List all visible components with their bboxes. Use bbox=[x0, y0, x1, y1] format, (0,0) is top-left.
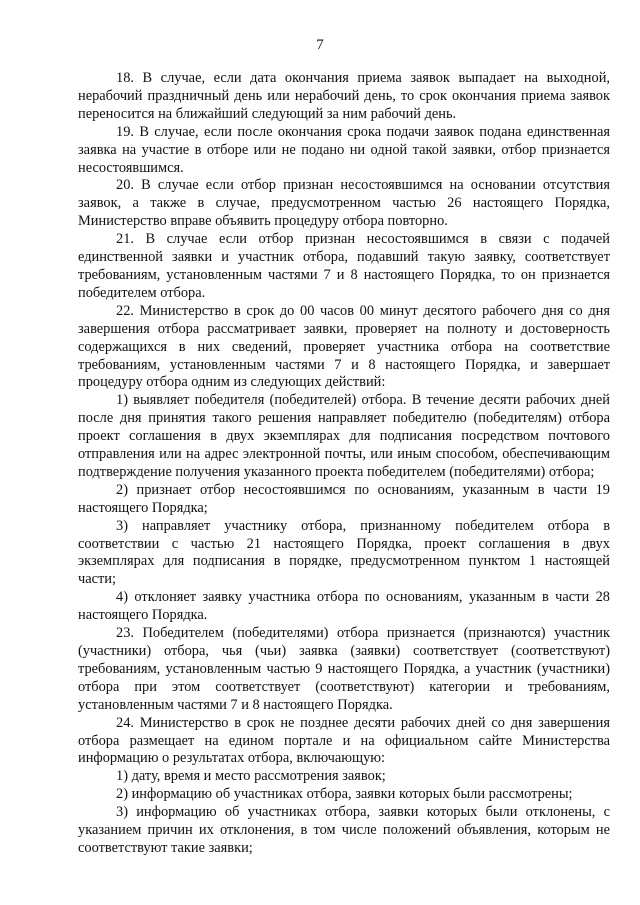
paragraph-22-item-3: 3) направляет участнику отбора, признанному победителем отбора в соответствии с частью 21 настоящего Порядка, проект соглашения в двух экземплярах для подписания в порядке, предусмотренном пунктом 1 настоящей части; bbox=[78, 517, 610, 588]
page-number: 7 bbox=[316, 37, 324, 53]
paragraph-20: 20. В случае если отбор признан несостоявшимся на основании отсутствия заявок, а также в случае, предусмотренном частью 26 настоящего Порядка, Министерство вправе объявить процедуру отбора повторно. bbox=[78, 177, 610, 230]
paragraph-24-item-3: 3) информацию об участниках отбора, заявки которых были отклонены, с указанием причин их отклонения, в том числе положений объявления, которым не соответствуют такие заявки; bbox=[78, 804, 610, 856]
paragraph-23: 23. Победителем (победителями) отбора признается (признаются) участник (участники) отбора, чья (чьи) заявка (заявки) соответствует (соответствуют) требованиям, установленным частью 9 настоящего Порядка, а участник (участники) отбора при этом соответствует (соответствуют) категории и требованиям, установленным частями 7 и 8 настоящего Порядка. bbox=[78, 625, 610, 713]
paragraph-21: 21. В случае если отбор признан несостоявшимся в связи с подачей единственной заявки и участник отбора, подавший такую заявку, соответствует требованиям, установленным частями 7 и 8 настоящего Порядка, то он признается победителем отбора. bbox=[78, 231, 610, 301]
paragraph-22-item-1: 1) выявляет победителя (победителей) отбора. В течение десяти рабочих дней после дня принятия такого решения направляет победителю (победителям) отбора проект соглашения в двух экземплярах для подписания посредством почтового отправления или на адрес электронной почты, или иным способом, обеспечивающим подтверждение получения указанного проекта победителем (победителями) отбора; bbox=[78, 392, 610, 480]
paragraph-22: 22. Министерство в срок до 00 часов 00 минут десятого рабочего дня со дня завершения отбора рассматривает заявки, проверяет на полноту и достоверность содержащихся в них сведений, проверяет участника отбора на соответствие требованиям, установленным частями 7 и 8 настоящего Порядка, и завершает процедуру отбора одним из следующих действий: bbox=[78, 302, 610, 391]
paragraph-19: 19. В случае, если после окончания срока подачи заявок подана единственная заявка на участие в отборе или не подано ни одной такой заявки, отбор признается несостоявшимся. bbox=[78, 123, 610, 176]
paragraph-24-item-1: 1) дату, время и место рассмотрения заявок; bbox=[116, 768, 386, 785]
paragraph-22-item-4: 4) отклоняет заявку участника отбора по основаниям, указанным в части 28 настоящего Порядка. bbox=[78, 589, 610, 624]
paragraph-24: 24. Министерство в срок не позднее десяти рабочих дней со дня завершения отбора размещает на едином портале и на официальном сайте Министерства информацию о результатах отбора, включающую: bbox=[78, 714, 610, 767]
document-body bbox=[78, 70, 610, 858]
paragraph-24-item-2: 2) информацию об участниках отбора, заявки которых были рассмотрены; bbox=[116, 786, 573, 803]
paragraph-22-item-2: 2) признает отбор несостоявшимся по основаниям, указанным в части 19 настоящего Порядка; bbox=[78, 481, 610, 516]
paragraph-18: 18. В случае, если дата окончания приема заявок выпадает на выходной, нерабочий праздничный день или нерабочий день, то срок окончания приема заявок переносится на ближайший следующий за ним рабочий день. bbox=[78, 70, 610, 122]
